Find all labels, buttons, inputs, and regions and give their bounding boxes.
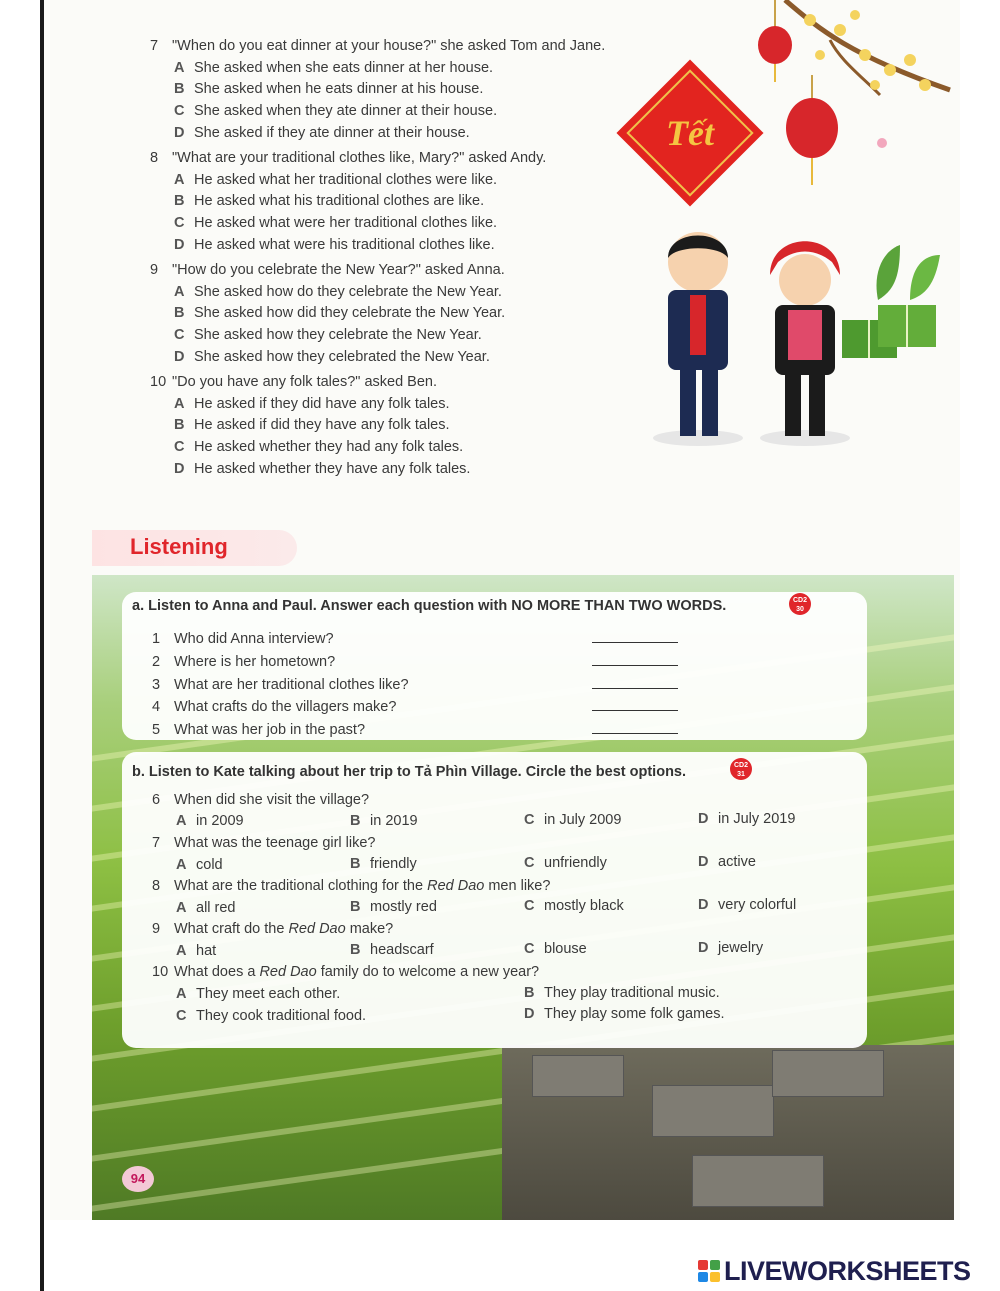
page-number: 94 [122,1166,154,1192]
task-b-question: 8 What are the traditional clothing for the Red Dao men like? [152,878,551,894]
answer-option[interactable]: A cold [176,857,223,873]
tet-sign-text: Tết [666,113,714,153]
cd-track-icon[interactable]: CD2 30 [789,593,811,615]
listening-title: Listening [130,534,228,559]
task-a-question: 2 Where is her hometown? [152,654,336,670]
task-b-question: 7 What was the teenage girl like? [152,835,376,851]
answer-option[interactable]: C She asked how they celebrate the New Year. [174,327,482,344]
task-b-question: 9 What craft do the Red Dao make? [152,921,394,937]
answer-option[interactable]: C unfriendly [524,855,607,871]
answer-option[interactable]: A She asked how do they celebrate the New Year. [174,283,502,300]
answer-option[interactable]: A hat [176,943,217,959]
task-a-question: 1 Who did Anna interview? [152,631,334,647]
liveworksheets-logo [698,1256,971,1286]
answer-option[interactable]: D in July 2019 [698,811,796,827]
answer-option[interactable]: A He asked if they did have any folk tales. [174,395,450,412]
logo-squares-icon [698,1260,720,1282]
answer-option[interactable]: B They play traditional music. [524,985,720,1001]
answer-option[interactable]: D She asked if they ate dinner at their house. [174,124,470,141]
question-prompt: 8 "What are your traditional clothes like, Mary?" asked Andy. [150,150,547,166]
answer-option[interactable]: C She asked when they ate dinner at their house. [174,103,498,120]
answer-option[interactable]: B headscarf [350,942,434,958]
answer-option[interactable]: C in July 2009 [524,812,622,828]
question-prompt: 7 "When do you eat dinner at your house?" she asked Tom and Jane. [150,38,606,54]
question-9-block [150,260,505,369]
answer-option[interactable]: C He asked whether they had any folk tales. [174,439,464,456]
task-a-question: 3 What are her traditional clothes like? [152,677,409,693]
answer-option[interactable]: D active [698,854,756,870]
answer-option[interactable]: B mostly red [350,899,437,915]
task-a-question: 4 What crafts do the villagers make? [152,699,397,715]
task-b-heading: b. Listen to Kate talking about her trip to Tả Phìn Village. Circle the best options. [132,764,687,780]
task-a-question: 5 What was her job in the past? [152,722,366,738]
answer-option[interactable]: A all red [176,900,236,916]
answer-option[interactable]: C mostly black [524,898,624,914]
question-8-block [150,148,546,257]
task-b-question: 6 When did she visit the village? [152,792,370,808]
answer-blank[interactable] [592,733,678,734]
task-b-question: 10 What does a Red Dao family do to welcome a new year? [152,964,540,980]
answer-option[interactable]: B friendly [350,856,417,872]
answer-blank[interactable] [592,665,678,666]
answer-blank[interactable] [592,642,678,643]
answer-option[interactable]: D They play some folk games. [524,1006,725,1022]
boy-figure-icon [653,232,743,446]
answer-option[interactable]: A She asked when she eats dinner at her house. [174,59,494,76]
question-prompt: 10 "Do you have any folk tales?" asked Ben. [150,374,438,390]
answer-option[interactable]: D She asked how they celebrated the New Year. [174,348,490,365]
question-7-block [150,36,605,145]
answer-option[interactable]: A He asked what her traditional clothes were like. [174,171,498,188]
answer-option[interactable]: C blouse [524,941,587,957]
answer-option[interactable]: D He asked whether they have any folk tales. [174,460,471,477]
logo-text: LIVEWORKSHEETS [724,1255,971,1286]
village-houses [502,1045,954,1220]
task-a-heading: a. Listen to Anna and Paul. Answer each question with NO MORE THAN TWO WORDS. [132,598,727,614]
answer-blank[interactable] [592,688,678,689]
question-prompt: 9 "How do you celebrate the New Year?" asked Anna. [150,262,505,278]
answer-option[interactable]: B She asked how did they celebrate the New Year. [174,305,506,322]
answer-option[interactable]: A in 2009 [176,813,244,829]
answer-blank[interactable] [592,710,678,711]
girl-figure-icon [760,241,850,446]
tet-illustration [610,0,955,460]
answer-option[interactable]: C He asked what were her traditional clothes like. [174,215,498,232]
answer-option[interactable]: B He asked if did they have any folk tales. [174,417,450,434]
answer-option[interactable]: D He asked what were his traditional clothes like. [174,236,495,253]
answer-option[interactable]: B in 2019 [350,813,418,829]
answer-option[interactable]: A They meet each other. [176,986,341,1002]
banh-chung-icon [842,245,940,358]
answer-option[interactable]: C They cook traditional food. [176,1008,367,1024]
question-10-block [150,372,470,481]
answer-option[interactable]: B He asked what his traditional clothes are like. [174,193,485,210]
answer-option[interactable]: B She asked when he eats dinner at his house. [174,81,484,98]
cd-track-icon[interactable]: CD2 31 [730,758,752,780]
answer-option[interactable]: D jewelry [698,940,764,956]
answer-option[interactable]: D very colorful [698,897,797,913]
